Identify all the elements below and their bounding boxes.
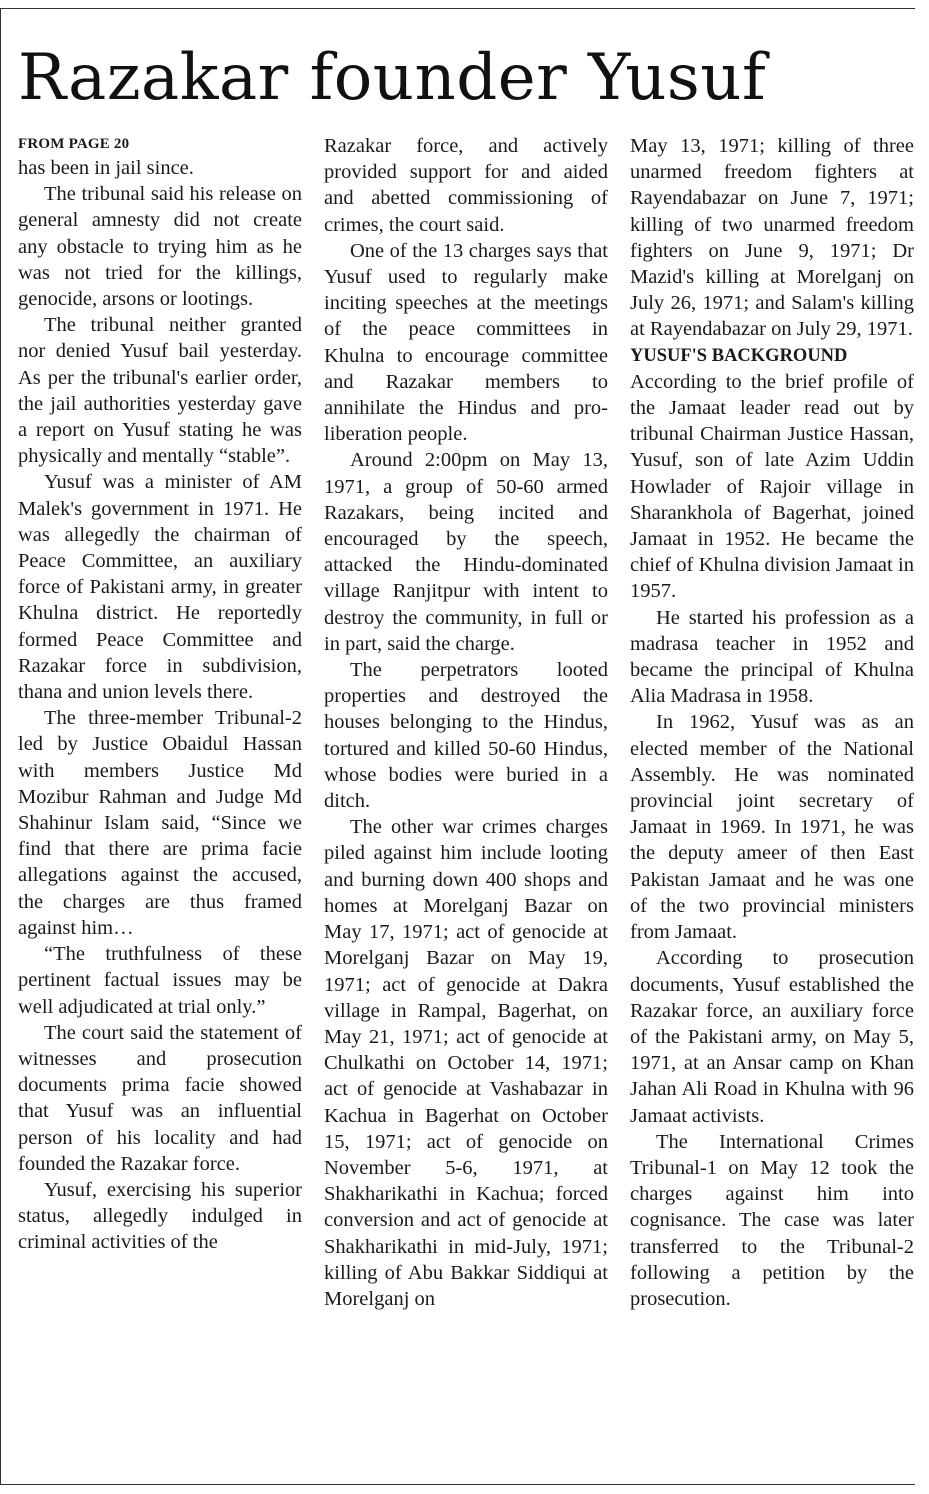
- paragraph: “The truthfulness of these pertinent factual issues may be well adjudicated at trial only.”: [18, 943, 302, 1018]
- paragraph: Yusuf was a minister of AM Malek's government in 1971. He was allegedly the chairman of Peace Committee, an auxiliary force of Pakistani army, in greater Khulna district. He reportedly formed Peace Committee and Razakar force in subdivision, thana and union levels there.: [18, 471, 302, 704]
- paragraph: has been in jail since.: [18, 157, 194, 179]
- paragraph: He started his profession as a madrasa teacher in 1952 and became the principal of Khulna Alia Madrasa in 1958.: [630, 606, 914, 708]
- paragraph: Yusuf, exercising his superior status, allegedly indulged in criminal activities of the: [18, 1178, 302, 1254]
- paragraph: In 1962, Yusuf was as an elected member of the National Assembly. He was nominated provincial joint secretary of Jamaat in 1969. In 1971, he was the deputy ameer of then East Pakistan Jamaat and he was one of the two provincial ministers from Jamaat.: [630, 711, 914, 944]
- paragraph: Razakar force, and actively provided support for and aided and abetted commissioning of crimes, the court said.: [324, 135, 608, 236]
- article-body: [18, 133, 914, 1478]
- paragraph: The tribunal said his release on general amnesty did not create any obstacle to trying him as he was not tried for the killings, genocide, arsons or lootings.: [18, 183, 302, 311]
- paragraph: According to prosecution documents, Yusuf established the Razakar force, an auxiliary force of the Pakistani army, on May 5, 1971, at an Ansar camp on Khan Jahan Ali Road in Khulna with 96 Jamaat activists.: [630, 947, 914, 1127]
- paragraph: Around 2:00pm on May 13, 1971, a group of 50-60 armed Razakars, being incited and encouraged by the speech, attacked the Hindu-dominated village Ranjitpur with intent to destroy the community, in full or in part, said the charge.: [324, 449, 608, 655]
- section-subhead: YUSUF'S BACKGROUND: [630, 345, 848, 366]
- paragraph: The tribunal neither granted nor denied Yusuf bail yesterday. As per the tribunal's earlier order, the jail authorities yesterday gave a report on Yusuf stating he was physically and mentally “stable”.: [18, 314, 302, 468]
- top-rule: [0, 8, 915, 9]
- left-rule: [0, 8, 1, 1484]
- paragraph: The court said the statement of witnesses and prosecution documents prima facie showed that Yusuf was an influential person of his locality and had founded the Razakar force.: [18, 1021, 302, 1175]
- continued-from-kicker: FROM PAGE 20: [18, 136, 130, 152]
- paragraph: One of the 13 charges says that Yusuf used to regularly make inciting speeches at the meetings of the peace committees in Khulna to encourage committee and Razakar members to annihilate the Hindus and pro-liberation people.: [324, 239, 608, 446]
- paragraph: The other war crimes charges piled against him include looting and burning down 400 shops and homes at Morelganj Bazar on May 17, 1971; act of genocide at Morelganj Bazar on May 19, 1971; act of genocide at Dakra village in Rampal, Bagerhat, on May 21, 1971; act of genocide at Chulkathi on October 14, 1971; act of genocide at Vashabazar in Kachua in Bagerhat on October 15, 1971; act of genocide on November 5-6, 1971, at Shakharikathi in Kachua; forced conversion and act of genocide at Shakharikathi in mid-July, 1971; killing of Abu Bakkar Siddiqui at Morelganj on: [324, 816, 608, 1310]
- paragraph: According to the brief profile of the Jamaat leader read out by tribunal Chairman Justice Hassan, Yusuf, son of late Azim Uddin Howlader of Rajoir village in Sharankhola of Bagerhat, joined Jamaat in 1952. He became the chief of Khulna division Jamaat in 1957.: [630, 370, 914, 603]
- column-2: [324, 133, 608, 1478]
- headline: Razakar founder Yusuf: [18, 41, 767, 115]
- column-1: [18, 133, 302, 1478]
- paragraph: The perpetrators looted properties and destroyed the houses belonging to the Hindus, tortured and killed 50-60 Hindus, whose bodies were buried in a ditch.: [324, 659, 608, 813]
- paragraph: The International Crimes Tribunal-1 on May 12 took the charges against him into cognisance. The case was later transferred to the Tribunal-2 following a petition by the prosecution.: [630, 1130, 914, 1310]
- bottom-rule: [0, 1484, 915, 1485]
- column-3: [630, 133, 914, 1478]
- paragraph: May 13, 1971; killing of three unarmed freedom fighters at Rayendabazar on June 7, 1971; killing of two unarmed freedom fighters on June 9, 1971; Dr Mazid's killing at Morelganj on July 26, 1971; and Salam's killing at Rayendabazar on July 29, 1971.: [630, 135, 914, 341]
- paragraph: The three-member Tribunal-2 led by Justice Obaidul Hassan with members Justice Md Mozibur Rahman and Judge Md Shahinur Islam said, “Since we find that there are prima facie allegations against the accused, the charges are thus framed against him…: [18, 707, 302, 939]
